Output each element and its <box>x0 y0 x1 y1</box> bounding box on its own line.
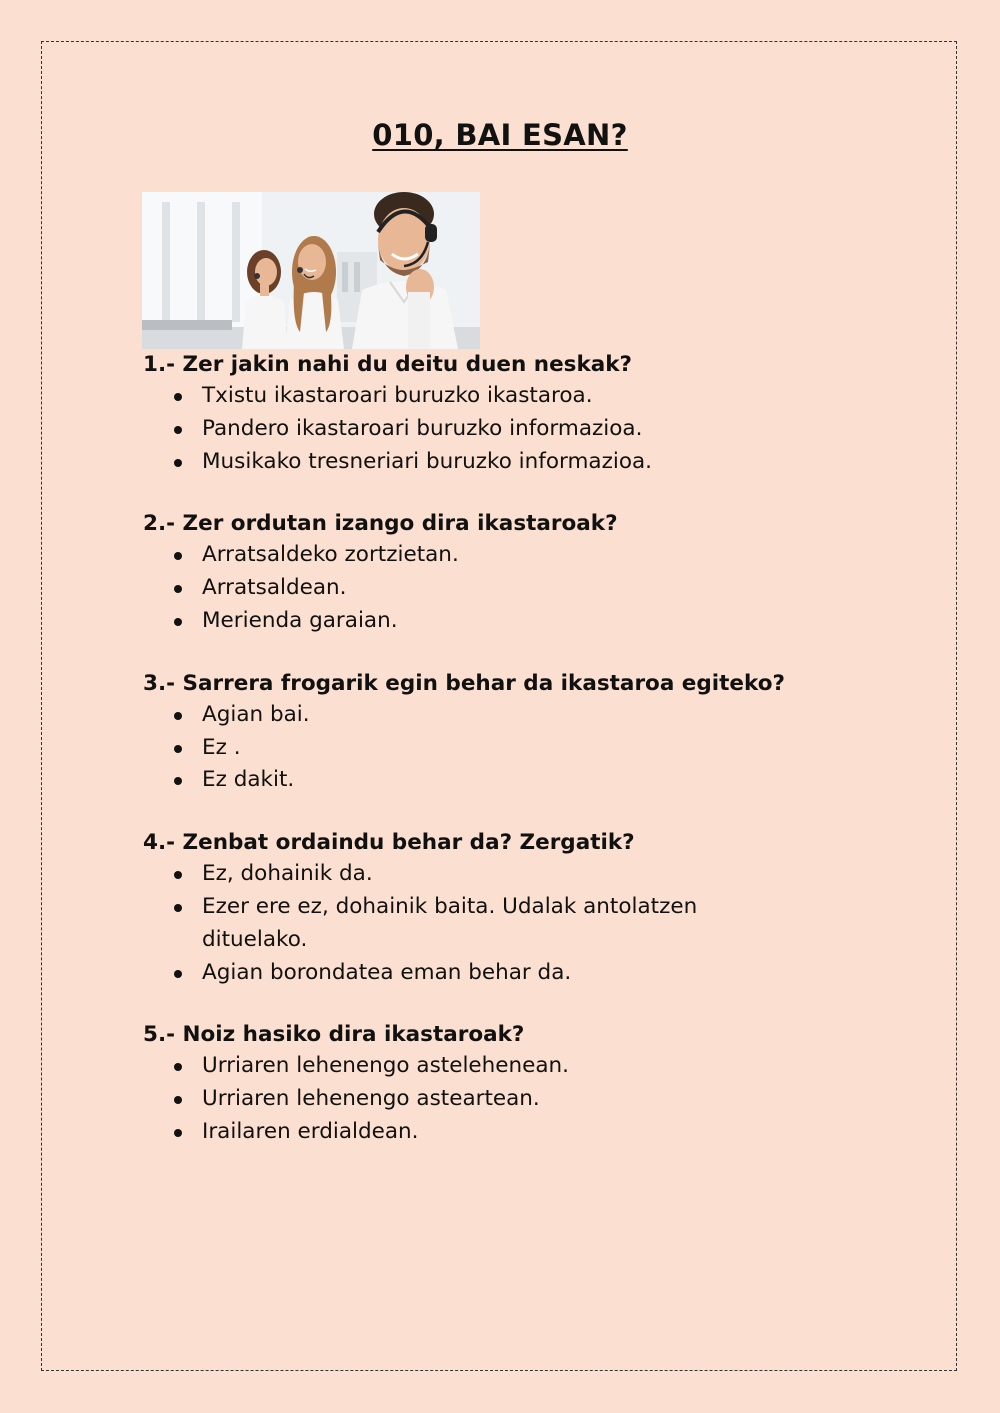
answer-options <box>143 858 903 989</box>
bullet-icon <box>174 1063 182 1071</box>
answer-option <box>143 1050 762 1083</box>
answer-options <box>143 699 903 797</box>
answer-option-text: Agian borondatea eman behar da. <box>202 959 572 985</box>
answer-option <box>143 732 762 765</box>
bullet-icon <box>174 970 182 978</box>
question-text: 4.- Zenbat ordaindu behar da? Zergatik? <box>143 830 635 856</box>
bullet-icon <box>174 712 182 720</box>
bullet-icon <box>174 459 182 467</box>
answer-option <box>143 539 762 572</box>
answer-option-text: Ez dakit. <box>202 767 295 793</box>
answer-option-text: Arratsaldeko zortzietan. <box>202 542 459 568</box>
answer-option-text: Pandero ikastaroari buruzko informazioa. <box>202 415 643 441</box>
answer-option <box>143 957 762 990</box>
answer-option <box>143 1083 762 1116</box>
answer-option <box>143 446 762 479</box>
call-center-agents-photo <box>142 192 480 349</box>
answer-option <box>143 764 762 797</box>
question-block <box>143 349 903 478</box>
answer-option-text: Agian bai. <box>202 701 310 727</box>
answer-option <box>143 699 762 732</box>
answer-option-text: Arratsaldean. <box>202 575 347 601</box>
bullet-icon <box>174 393 182 401</box>
answer-option-text: Irailaren erdialdean. <box>202 1118 419 1144</box>
answer-option <box>143 413 762 446</box>
answer-option-text: Ez . <box>202 734 241 760</box>
answer-options <box>143 539 903 637</box>
question-block <box>143 508 903 637</box>
question-block <box>143 668 903 797</box>
answer-option <box>143 1116 762 1149</box>
answer-option <box>143 891 762 957</box>
question-text: 1.- Zer jakin nahi du deitu duen neskak? <box>143 352 633 377</box>
bullet-icon <box>174 904 182 912</box>
question-text: 3.- Sarrera frogarik egin behar da ikastaroa egiteko? <box>143 670 785 696</box>
answer-option-text: Urriaren lehenengo astelehenean. <box>202 1053 569 1079</box>
bullet-icon <box>174 585 182 593</box>
bullet-icon <box>174 552 182 560</box>
answer-option-text: Musikako tresneriari buruzko informazioa. <box>202 448 653 474</box>
page-title: 010, BAI ESAN? <box>372 118 628 152</box>
answer-option-text: Ez, dohainik da. <box>202 861 373 887</box>
answer-option-text: Merienda garaian. <box>202 607 398 633</box>
answer-option-text: Ezer ere ez, dohainik baita. Udalak antolatzen dituelako. <box>202 893 698 952</box>
bullet-icon <box>174 745 182 753</box>
question-block <box>143 1019 903 1148</box>
answer-option <box>143 380 762 413</box>
bullet-icon <box>174 1129 182 1137</box>
answer-options <box>143 1050 903 1148</box>
question-text: 5.- Noiz hasiko dira ikastaroak? <box>143 1022 525 1048</box>
bullet-icon <box>174 618 182 626</box>
answer-options <box>143 380 903 478</box>
question-text: 2.- Zer ordutan izango dira ikastaroak? <box>143 511 618 537</box>
bullet-icon <box>174 426 182 434</box>
answer-option <box>143 605 762 638</box>
question-block <box>143 827 903 989</box>
bullet-icon <box>174 777 182 785</box>
answer-option-text: Urriaren lehenengo asteartean. <box>202 1086 540 1112</box>
answer-option-text: Txistu ikastaroari buruzko ikastaroa. <box>202 383 593 408</box>
bullet-icon <box>174 1096 182 1104</box>
questions-list <box>143 349 903 1179</box>
answer-option <box>143 572 762 605</box>
bullet-icon <box>174 871 182 879</box>
answer-option <box>143 858 762 891</box>
